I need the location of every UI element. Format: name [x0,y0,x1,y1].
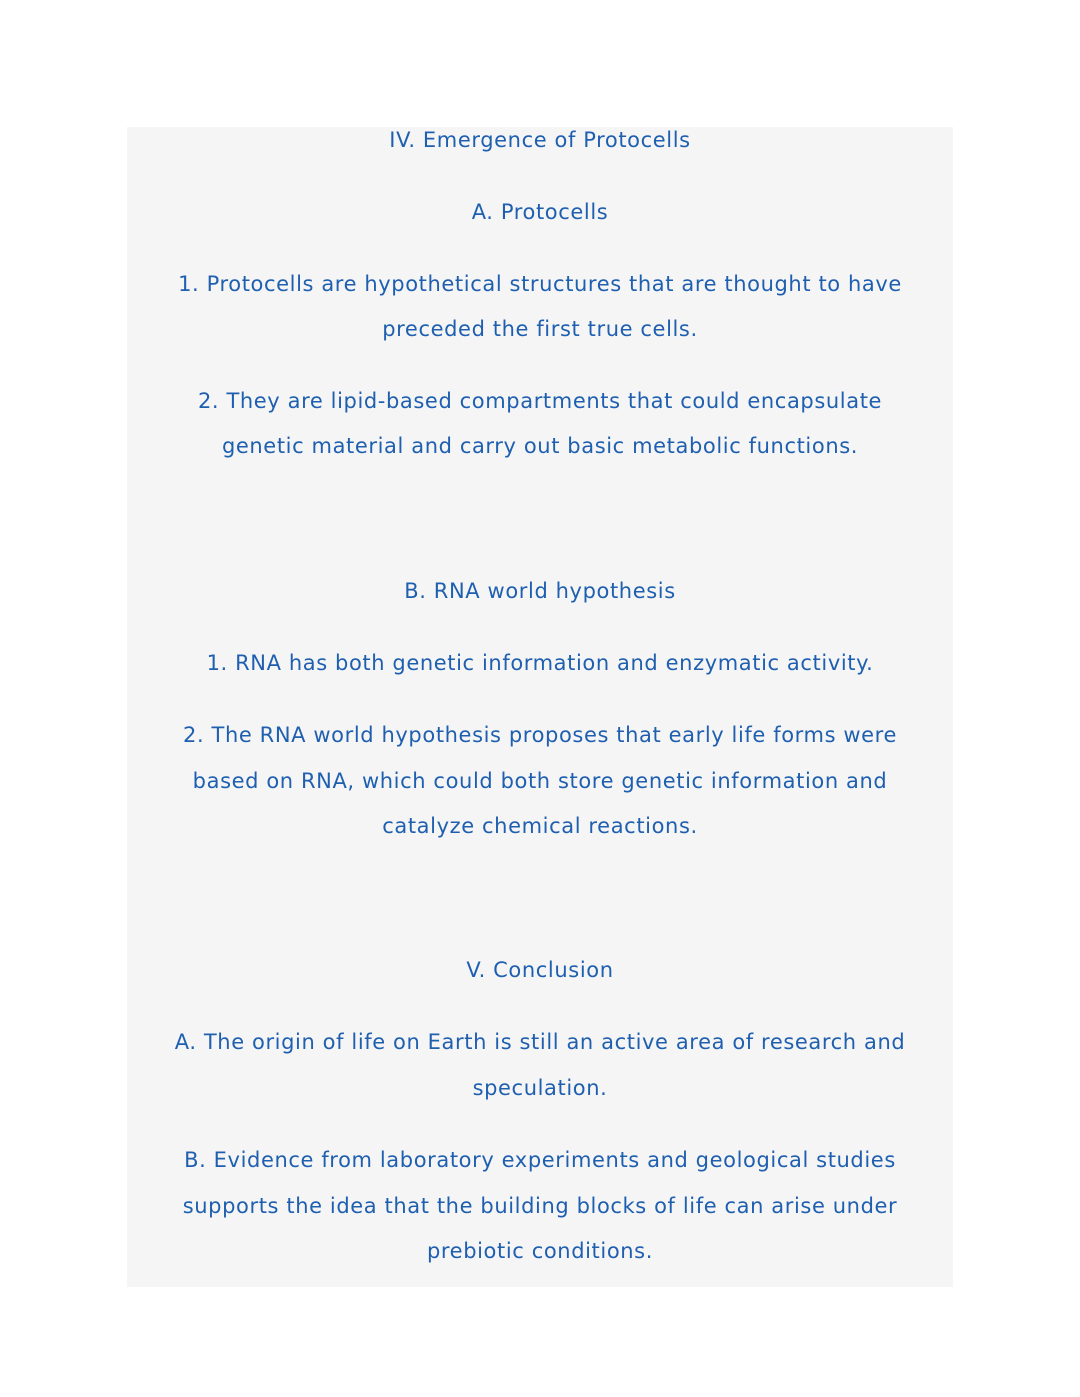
conclusion-point-b-line-3: prebiotic conditions. [426,1239,654,1263]
conclusion-point-b-line-2: supports the idea that the building blocks of life can arise under [182,1194,898,1218]
rna-point-1-line-1: 1. RNA has both genetic information and enzymatic activity. [206,651,874,675]
rna-point-2-line-1: 2. The RNA world hypothesis proposes that early life forms were [183,723,897,747]
protocells-point-2-line-2: genetic material and carry out basic metabolic functions. [221,434,859,458]
protocells-point-2-line-1: 2. They are lipid-based compartments that could encapsulate [197,389,883,413]
conclusion-point-a-line-2: speculation. [472,1076,608,1100]
rna-point-2-line-2: based on RNA, which could both store genetic information and [192,769,888,793]
protocells-point-1-line-2: preceded the first true cells. [382,317,698,341]
conclusion-point-b-line-1: B. Evidence from laboratory experiments and geological studies [184,1148,896,1172]
conclusion-point-a-line-1: A. The origin of life on Earth is still an active area of research and [174,1030,906,1054]
section-iv-heading: IV. Emergence of Protocells [389,128,691,152]
rna-point-2-line-3: catalyze chemical reactions. [382,814,698,838]
notes-panel [127,127,953,1287]
section-v-heading: V. Conclusion [466,958,614,982]
subsection-b-heading: B. RNA world hypothesis [404,579,676,603]
protocells-point-1-line-1: 1. Protocells are hypothetical structures that are thought to have [178,272,902,296]
subsection-a-heading: A. Protocells [471,200,609,224]
